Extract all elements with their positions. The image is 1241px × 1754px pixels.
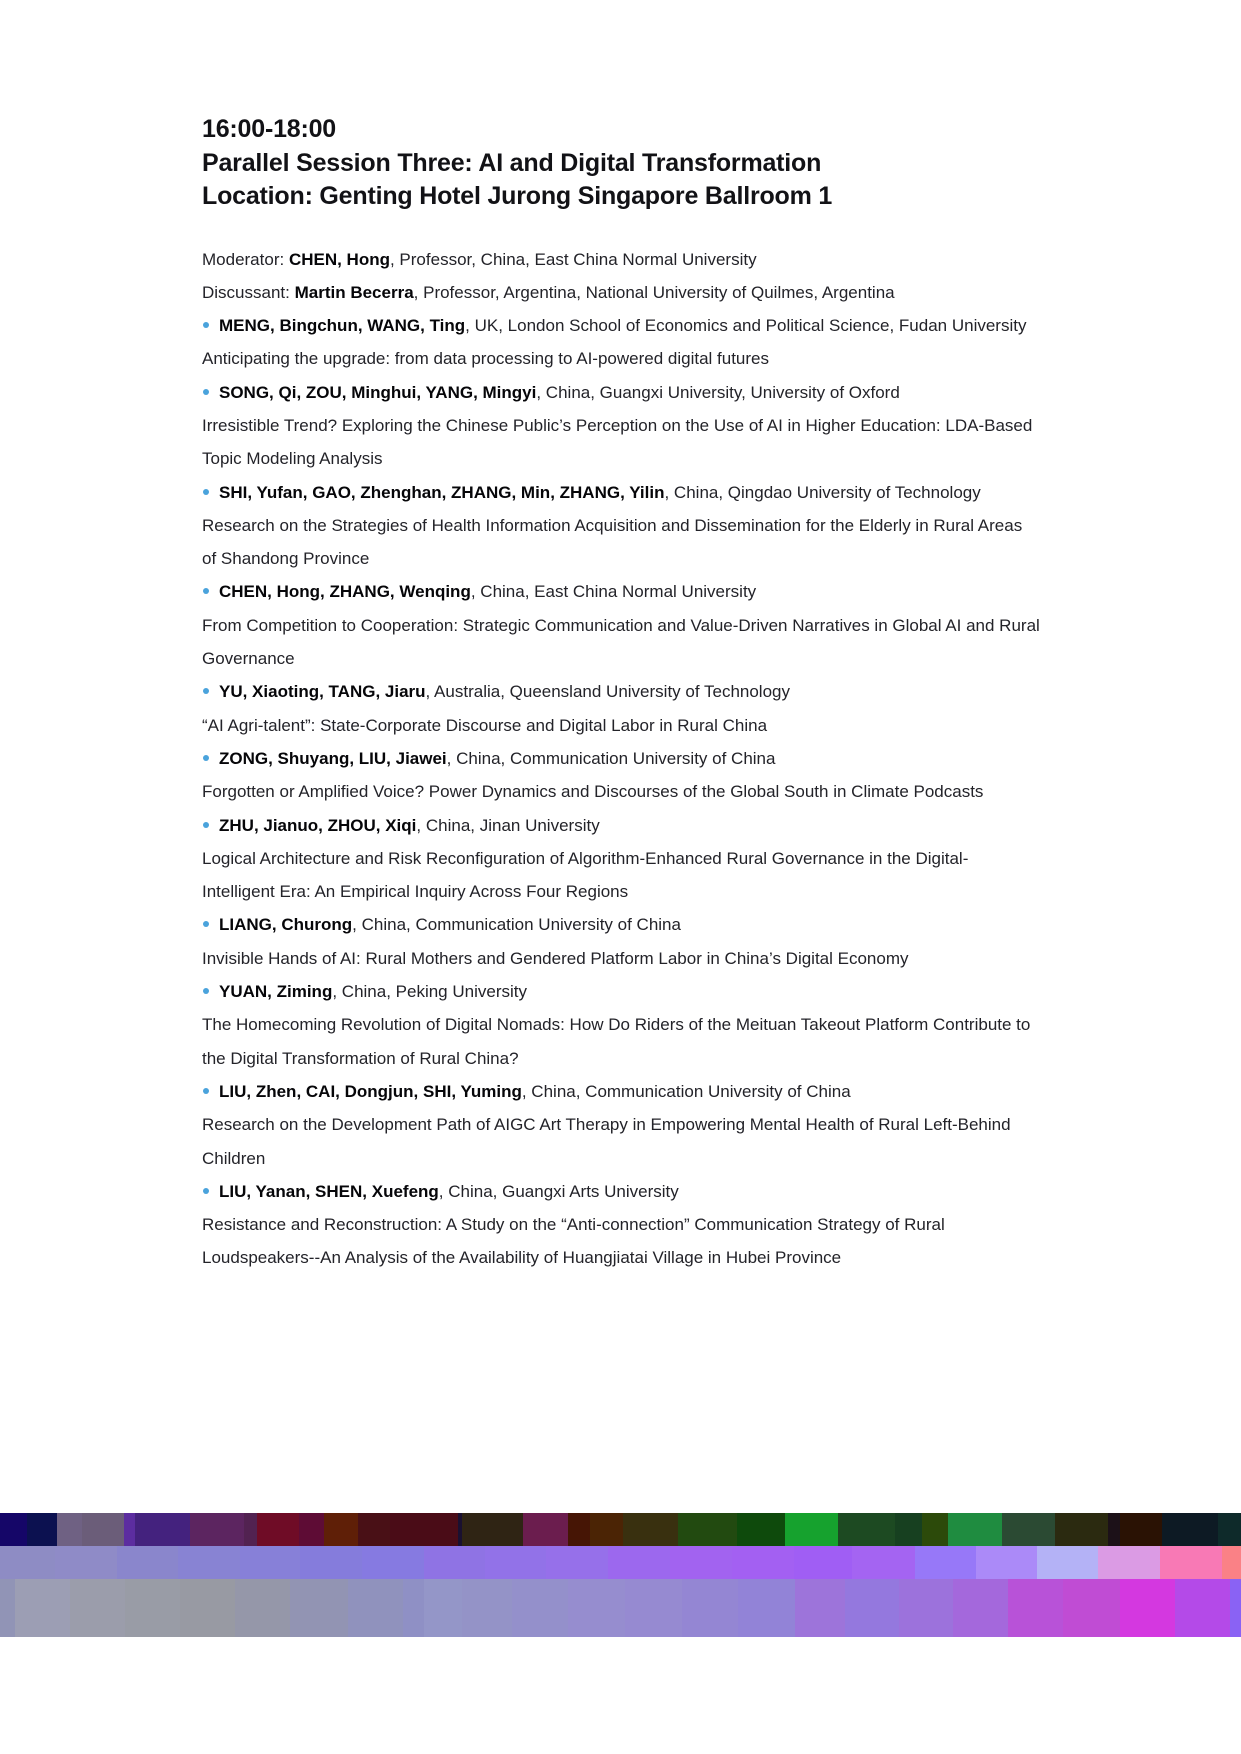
presentation-title: Logical Architecture and Risk Reconfiguration of Algorithm-Enhanced Rural Governance in the Digital-Intelligent Era: An Empirical Inquiry Across Four Regions bbox=[202, 848, 969, 902]
presentation-authors: YUAN, Ziming bbox=[219, 982, 333, 1002]
presentation-authors: ZONG, Shuyang, LIU, Jiawei bbox=[219, 748, 447, 768]
presentation-authors-line bbox=[202, 742, 1040, 775]
mosaic-block bbox=[1098, 1546, 1160, 1579]
bullet-icon bbox=[203, 322, 209, 328]
presentation-authors-line bbox=[202, 1175, 1040, 1208]
presentation-affiliation: , China, Qingdao University of Technology bbox=[664, 482, 981, 502]
presentation-authors: LIU, Zhen, CAI, Dongjun, SHI, Yuming bbox=[219, 1081, 522, 1101]
presentation-authors: SHI, Yufan, GAO, Zhenghan, ZHANG, Min, ZHANG, Yilin bbox=[219, 482, 665, 502]
bullet-icon bbox=[203, 921, 209, 927]
mosaic-block bbox=[682, 1579, 738, 1637]
mosaic-block bbox=[70, 1579, 125, 1637]
presentation-authors-line bbox=[202, 575, 1040, 608]
presentation-affiliation: , China, Guangxi University, University of Oxford bbox=[536, 382, 900, 402]
presentation-title: Irresistible Trend? Exploring the Chinese Public’s Perception on the Use of AI in Higher Education: LDA-Based Topic Modeling Analysis bbox=[202, 415, 1033, 469]
presentation-item bbox=[202, 908, 1040, 975]
bullet-icon bbox=[203, 588, 209, 594]
mosaic-block bbox=[794, 1546, 852, 1579]
presentation-item bbox=[202, 975, 1040, 1075]
moderator-line bbox=[202, 243, 1040, 276]
mosaic-row bbox=[0, 1579, 1241, 1637]
mosaic-block bbox=[670, 1546, 732, 1579]
bullet-icon bbox=[203, 489, 209, 495]
mosaic-block bbox=[785, 1513, 838, 1546]
mosaic-block bbox=[1160, 1546, 1222, 1579]
mosaic-block bbox=[0, 1513, 27, 1546]
mosaic-block bbox=[623, 1513, 678, 1546]
presentation-item bbox=[202, 309, 1040, 376]
presentation-authors: SONG, Qi, ZOU, Minghui, YANG, Mingyi bbox=[219, 382, 537, 402]
mosaic-block bbox=[358, 1513, 390, 1546]
presentation-item bbox=[202, 376, 1040, 476]
discussant-line bbox=[202, 276, 1040, 309]
presentation-authors-line bbox=[202, 975, 1040, 1008]
presentation-item bbox=[202, 809, 1040, 909]
mosaic-block bbox=[1108, 1513, 1120, 1546]
mosaic-block bbox=[1055, 1513, 1108, 1546]
discussant-label: Discussant: bbox=[202, 282, 295, 302]
mosaic-block bbox=[737, 1513, 785, 1546]
mosaic-row bbox=[0, 1546, 1241, 1579]
presentation-item bbox=[202, 1075, 1040, 1175]
presentation-item bbox=[202, 1175, 1040, 1275]
mosaic-block bbox=[732, 1546, 794, 1579]
mosaic-block bbox=[1120, 1513, 1162, 1546]
mosaic-block bbox=[235, 1579, 290, 1637]
session-block bbox=[202, 113, 1040, 1275]
presentation-authors: MENG, Bingchun, WANG, Ting bbox=[219, 316, 466, 336]
presentation-affiliation: , China, East China Normal University bbox=[470, 582, 757, 602]
presentation-authors-line bbox=[202, 309, 1040, 342]
presentation-list bbox=[202, 309, 1040, 1275]
bullet-icon bbox=[203, 1088, 209, 1094]
mosaic-block bbox=[899, 1579, 953, 1637]
mosaic-block bbox=[15, 1579, 70, 1637]
mosaic-block bbox=[568, 1513, 590, 1546]
presentation-item bbox=[202, 675, 1040, 742]
presentation-affiliation: , Australia, Queensland University of Technology bbox=[425, 682, 790, 702]
mosaic-block bbox=[838, 1513, 895, 1546]
mosaic-block bbox=[300, 1546, 362, 1579]
presentation-affiliation: , China, Communication University of China bbox=[446, 748, 776, 768]
session-time: 16:00-18:00 bbox=[202, 115, 337, 143]
mosaic-row bbox=[0, 1513, 1241, 1546]
presentation-affiliation: , UK, London School of Economics and Political Science, Fudan University bbox=[465, 316, 1027, 336]
mosaic-block bbox=[190, 1513, 244, 1546]
mosaic-block bbox=[953, 1579, 1008, 1637]
mosaic-block bbox=[462, 1513, 523, 1546]
mosaic-block bbox=[625, 1579, 682, 1637]
mosaic-block bbox=[124, 1513, 135, 1546]
bullet-icon bbox=[203, 822, 209, 828]
mosaic-block bbox=[1162, 1513, 1218, 1546]
mosaic-block bbox=[976, 1546, 1037, 1579]
presentation-affiliation: , China, Jinan University bbox=[416, 815, 600, 835]
mosaic-block bbox=[55, 1546, 117, 1579]
presentation-title: Research on the Development Path of AIGC Art Therapy in Empowering Mental Health of Rural Left-Behind Children bbox=[202, 1115, 1011, 1168]
mosaic-block bbox=[845, 1579, 899, 1637]
presentation-title: Forgotten or Amplified Voice? Power Dynamics and Discourses of the Global South in Climate Podcasts bbox=[202, 782, 984, 802]
mosaic-block bbox=[299, 1513, 324, 1546]
mosaic-block bbox=[348, 1579, 403, 1637]
session-header bbox=[202, 113, 1040, 214]
mosaic-block bbox=[1222, 1546, 1241, 1579]
mosaic-block bbox=[1120, 1579, 1175, 1637]
presentation-affiliation: , China, Communication University of China bbox=[352, 915, 681, 935]
mosaic-block bbox=[1175, 1579, 1230, 1637]
mosaic-block bbox=[324, 1513, 358, 1546]
mosaic-block bbox=[1008, 1579, 1063, 1637]
presentation-authors-line bbox=[202, 908, 1040, 941]
mosaic-block bbox=[948, 1513, 1002, 1546]
mosaic-block bbox=[1230, 1579, 1241, 1637]
mosaic-block bbox=[1063, 1579, 1120, 1637]
mosaic-block bbox=[922, 1513, 948, 1546]
mosaic-block bbox=[180, 1579, 235, 1637]
presentation-title: Anticipating the upgrade: from data processing to AI-powered digital futures bbox=[202, 349, 770, 369]
moderator-details: , Professor, China, East China Normal University bbox=[389, 249, 757, 269]
mosaic-block bbox=[424, 1579, 462, 1637]
presentation-authors-line bbox=[202, 376, 1040, 409]
mosaic-block bbox=[57, 1513, 82, 1546]
mosaic-block bbox=[1002, 1513, 1055, 1546]
mosaic-block bbox=[1218, 1513, 1241, 1546]
presentation-authors: ZHU, Jianuo, ZHOU, Xiqi bbox=[219, 815, 417, 835]
mosaic-block bbox=[590, 1513, 623, 1546]
mosaic-block bbox=[125, 1579, 180, 1637]
presentation-title: “AI Agri-talent”: State-Corporate Discourse and Digital Labor in Rural China bbox=[202, 715, 768, 735]
mosaic-block bbox=[257, 1513, 299, 1546]
mosaic-block bbox=[915, 1546, 976, 1579]
mosaic-block bbox=[178, 1546, 240, 1579]
presentation-authors: YU, Xiaoting, TANG, Jiaru bbox=[219, 682, 426, 702]
mosaic-block bbox=[738, 1579, 795, 1637]
presentation-authors: LIANG, Churong bbox=[219, 915, 353, 935]
mosaic-block bbox=[485, 1546, 546, 1579]
mosaic-block bbox=[82, 1513, 124, 1546]
bullet-icon bbox=[203, 389, 209, 395]
presentation-item bbox=[202, 476, 1040, 576]
mosaic-block bbox=[27, 1513, 57, 1546]
bullet-icon bbox=[203, 688, 209, 694]
mosaic-block bbox=[895, 1513, 922, 1546]
presentation-authors: CHEN, Hong, ZHANG, Wenqing bbox=[219, 582, 471, 602]
presentation-title: Research on the Strategies of Health Information Acquisition and Dissemination for the Elderly in Rural Areas of Shandong Province bbox=[202, 515, 1023, 569]
mosaic-block bbox=[244, 1513, 257, 1546]
mosaic-block bbox=[608, 1546, 670, 1579]
moderator-label: Moderator: bbox=[202, 249, 289, 269]
mosaic-block bbox=[424, 1546, 485, 1579]
moderator-name: CHEN, Hong bbox=[288, 249, 390, 269]
presentation-affiliation: , China, Guangxi Arts University bbox=[438, 1181, 679, 1201]
footer-mosaic-image bbox=[0, 1513, 1241, 1637]
mosaic-block bbox=[290, 1579, 348, 1637]
presentation-item bbox=[202, 742, 1040, 809]
bullet-icon bbox=[203, 988, 209, 994]
mosaic-block bbox=[117, 1546, 178, 1579]
mosaic-block bbox=[462, 1579, 512, 1637]
mosaic-block bbox=[795, 1579, 845, 1637]
mosaic-block bbox=[546, 1546, 608, 1579]
mosaic-block bbox=[1037, 1546, 1098, 1579]
discussant-details: , Professor, Argentina, National University of Quilmes, Argentina bbox=[413, 282, 895, 302]
mosaic-block bbox=[0, 1546, 55, 1579]
mosaic-block bbox=[240, 1546, 300, 1579]
presentation-title: Invisible Hands of AI: Rural Mothers and Gendered Platform Labor in China’s Digital Economy bbox=[202, 948, 909, 968]
mosaic-block bbox=[0, 1579, 15, 1637]
presentation-title: Resistance and Reconstruction: A Study on the “Anti-connection” Communication Strategy of Rural Loudspeakers--An Analysis of the Availability of Huangjiatai Village in Hubei Province bbox=[202, 1215, 945, 1268]
presentation-authors-line bbox=[202, 809, 1040, 842]
presentation-authors: LIU, Yanan, SHEN, Xuefeng bbox=[219, 1181, 439, 1201]
session-location: Location: Genting Hotel Jurong Singapore Ballroom 1 bbox=[202, 182, 833, 210]
session-body bbox=[202, 243, 1040, 1275]
presentation-item bbox=[202, 575, 1040, 675]
presentation-title: The Homecoming Revolution of Digital Nomads: How Do Riders of the Meituan Takeout Platform Contribute to the Digital Transformation of Rural China? bbox=[202, 1015, 1031, 1068]
discussant-name: Martin Becerra bbox=[294, 282, 414, 302]
presentation-affiliation: , China, Peking University bbox=[332, 982, 527, 1002]
mosaic-block bbox=[678, 1513, 737, 1546]
bullet-icon bbox=[203, 755, 209, 761]
mosaic-block bbox=[568, 1579, 625, 1637]
mosaic-block bbox=[512, 1579, 568, 1637]
presentation-affiliation: , China, Communication University of China bbox=[521, 1081, 851, 1101]
presentation-authors-line bbox=[202, 675, 1040, 708]
mosaic-block bbox=[523, 1513, 568, 1546]
presentation-authors-line bbox=[202, 476, 1040, 509]
presentation-title: From Competition to Cooperation: Strategic Communication and Value-Driven Narratives in Global AI and Rural Governance bbox=[202, 615, 1040, 669]
bullet-icon bbox=[203, 1188, 209, 1194]
presentation-authors-line bbox=[202, 1075, 1040, 1108]
mosaic-block bbox=[135, 1513, 190, 1546]
mosaic-block bbox=[852, 1546, 915, 1579]
mosaic-block bbox=[403, 1579, 424, 1637]
mosaic-block bbox=[390, 1513, 458, 1546]
mosaic-block bbox=[362, 1546, 424, 1579]
session-title: Parallel Session Three: AI and Digital Transformation bbox=[202, 148, 822, 177]
